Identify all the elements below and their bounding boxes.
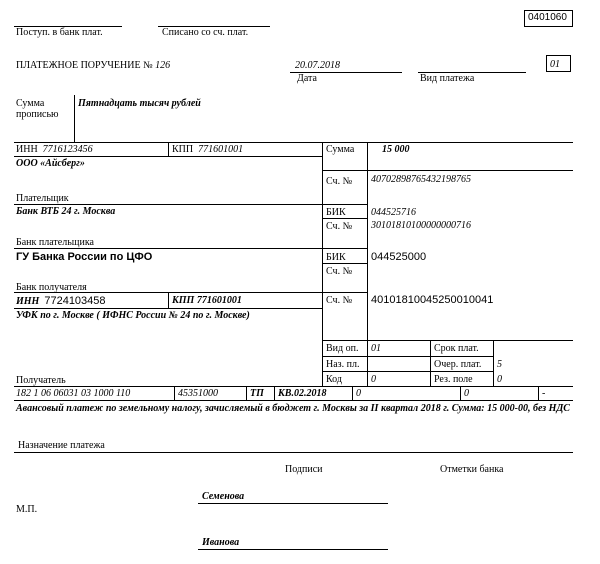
code-label: Код bbox=[326, 374, 342, 385]
payee-bank-line bbox=[14, 292, 367, 293]
tax-top-line bbox=[14, 386, 573, 387]
payer-inn-value: 7716123456 bbox=[42, 144, 93, 155]
payee-bank-name: ГУ Банка России по ЦФО bbox=[16, 251, 153, 263]
payee-kpp-value: 771601001 bbox=[196, 295, 242, 306]
codes-top-line bbox=[322, 340, 573, 341]
status-code: 01 bbox=[550, 59, 560, 70]
tax-div-4 bbox=[352, 386, 353, 400]
tax-div-3 bbox=[274, 386, 275, 400]
payer-account: 40702898765432198765 bbox=[371, 174, 471, 185]
payee-bank-bik-label: БИК bbox=[326, 252, 346, 263]
tax-div-5 bbox=[460, 386, 461, 400]
payee-account-label: Сч. № bbox=[326, 295, 353, 306]
op-type-value: 01 bbox=[371, 343, 381, 354]
payee-bank-corr-label: Сч. № bbox=[326, 266, 353, 277]
payer-inn: ИНН 7716123456 bbox=[16, 144, 93, 155]
payer-kpp-value: 771601001 bbox=[198, 144, 244, 155]
signer1-name: Семенова bbox=[202, 491, 245, 502]
amount-value: 15 000 bbox=[382, 144, 410, 155]
payer-bank-corr-label: Сч. № bbox=[326, 221, 353, 232]
signer2-name: Иванова bbox=[202, 537, 240, 548]
payer-line bbox=[14, 204, 322, 205]
tax-period: КВ.02.2018 bbox=[278, 388, 327, 399]
amount-words-label-1: Сумма bbox=[16, 98, 45, 109]
payer-bank-line bbox=[14, 248, 367, 249]
payee-label: Получатель bbox=[16, 375, 66, 386]
purpose-label: Назначение платежа bbox=[18, 440, 105, 451]
amount-line bbox=[322, 170, 573, 171]
priority-value: 5 bbox=[497, 359, 502, 370]
payer-bank-label: Банк плательщика bbox=[16, 237, 94, 248]
seal-label: М.П. bbox=[16, 504, 38, 515]
payer-account-label: Сч. № bbox=[326, 176, 353, 187]
codes-divider-mid bbox=[430, 340, 431, 386]
tax-doc-number: 0 bbox=[356, 388, 361, 399]
payee-inn: ИНН 7724103458 bbox=[16, 295, 106, 307]
date-label: Дата bbox=[297, 73, 317, 84]
order-title bbox=[16, 61, 170, 71]
amount-words-divider bbox=[74, 95, 75, 142]
grid-vertical-accounts bbox=[367, 142, 368, 386]
form-code: 0401060 bbox=[528, 12, 567, 23]
payer-bank-name: Банк ВТБ 24 г. Москва bbox=[16, 206, 116, 217]
grid-vertical-main bbox=[322, 142, 323, 386]
codes-divider-right bbox=[493, 340, 494, 386]
payee-account: 40101810045250010041 bbox=[371, 294, 494, 306]
payer-bank-corr: 30101810100000000716 bbox=[371, 220, 471, 231]
purpose-code-label: Наз. пл. bbox=[326, 359, 360, 370]
payment-type-label: Вид платежа bbox=[420, 73, 475, 84]
order-date: 20.07.2018 bbox=[295, 60, 340, 71]
amount-label: Сумма bbox=[326, 144, 355, 155]
purpose-line bbox=[14, 452, 573, 453]
payee-bank-label: Банк получателя bbox=[16, 282, 87, 293]
payee-inn-line bbox=[14, 308, 322, 309]
reserve-label: Рез. поле bbox=[434, 374, 473, 385]
signatures-label: Подписи bbox=[285, 464, 323, 475]
bank-marks-label: Отметки банка bbox=[440, 464, 504, 475]
order-number: 126 bbox=[155, 60, 171, 71]
tax-div-1 bbox=[174, 386, 175, 400]
payer-label: Плательщик bbox=[16, 193, 69, 204]
payee-inn-value: 7724103458 bbox=[44, 295, 106, 307]
payer-bank-bik: 044525716 bbox=[371, 207, 416, 218]
code-value: 0 bbox=[371, 374, 376, 385]
signer1-line bbox=[198, 503, 388, 504]
tax-type: - bbox=[542, 388, 546, 399]
tax-oktmo: 45351000 bbox=[178, 388, 218, 399]
reserve-value: 0 bbox=[497, 374, 502, 385]
payer-kpp-divider bbox=[168, 142, 169, 156]
codes-line-2 bbox=[322, 371, 493, 372]
payer-name: ООО «Айсберг» bbox=[16, 158, 85, 169]
payer-kpp: КПП 771601001 bbox=[172, 144, 244, 155]
tax-kbk: 182 1 06 06031 03 1000 110 bbox=[16, 388, 131, 399]
amount-words-value: Пятнадцать тысяч рублей bbox=[78, 98, 201, 109]
tax-div-2 bbox=[246, 386, 247, 400]
tax-doc-date: 0 bbox=[464, 388, 469, 399]
debited-label: Списано со сч. плат. bbox=[162, 27, 249, 38]
purpose-text: Авансовый платеж по земельному налогу, зачисляемый в бюджет г. Москвы за II квартал 2018 г. Сумма: 15 000-00, без НДС bbox=[16, 403, 570, 414]
payee-kpp-divider bbox=[168, 292, 169, 308]
payee-bank-bik: 044525000 bbox=[371, 251, 427, 263]
payee-kpp: КПП 771601001 bbox=[172, 295, 242, 306]
payer-account-line bbox=[322, 204, 367, 205]
payee-name: УФК по г. Москве ( ИФНС России № 24 по г. Москве) bbox=[16, 310, 250, 321]
payer-inn-line bbox=[14, 156, 322, 157]
tax-div-6 bbox=[538, 386, 539, 400]
amount-words-label-2: прописью bbox=[16, 109, 59, 120]
payee-bank-bik-line bbox=[322, 263, 367, 264]
tax-bottom-line bbox=[14, 400, 573, 401]
grid-top-line bbox=[14, 142, 573, 143]
tax-basis: ТП bbox=[250, 388, 264, 399]
due-label: Срок плат. bbox=[434, 343, 479, 354]
order-title-text: ПЛАТЕЖНОЕ ПОРУЧЕНИЕ № bbox=[16, 60, 153, 71]
priority-label: Очер. плат. bbox=[434, 359, 482, 370]
payer-bank-bik-line bbox=[322, 218, 367, 219]
received-label: Поступ. в банк плат. bbox=[16, 27, 103, 38]
codes-line-1 bbox=[322, 356, 493, 357]
payer-bank-bik-label: БИК bbox=[326, 207, 346, 218]
signer2-line bbox=[198, 549, 388, 550]
op-type-label: Вид оп. bbox=[326, 343, 359, 354]
